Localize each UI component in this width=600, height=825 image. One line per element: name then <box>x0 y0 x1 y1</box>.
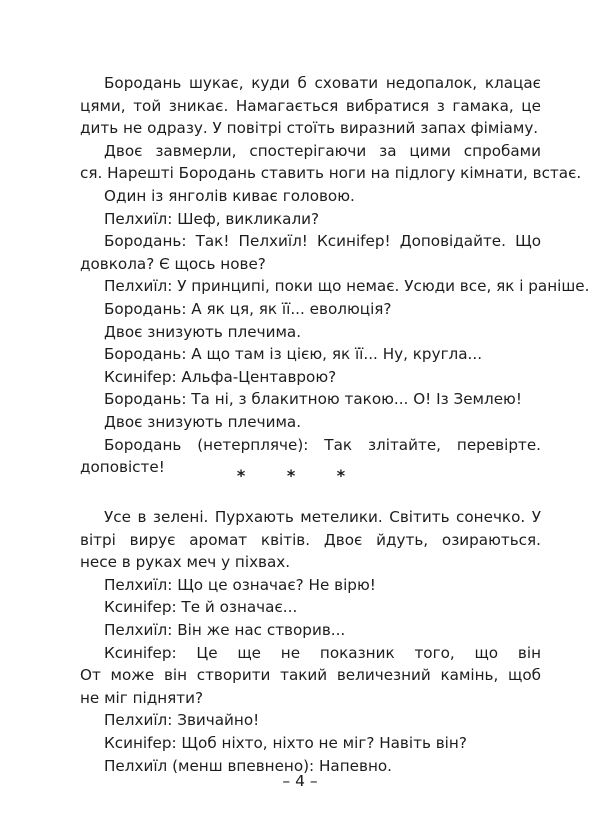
text-line: Один із янголів киває головою. <box>104 186 355 205</box>
text-line: Ксинifер: Те й означає... <box>104 598 298 617</box>
text-line: Ксинifер: Це ще не показник того, що він <box>104 643 541 662</box>
text-line: Пелхиїл: Він же нас створив... <box>104 620 346 639</box>
text-line: цями, той зникає. Намагається вибратися з гамака, це <box>80 96 541 115</box>
text-line: От може він створити такий величезний камінь, щоб <box>80 666 541 685</box>
text-line: Двоє знизують плечима. <box>104 412 302 431</box>
text-line: Пелхиїл: Звичайно! <box>104 711 260 730</box>
text-line: довкола? Є щось нове? <box>80 254 266 273</box>
text-line: Пелхиїл: Що це означає? Не вірю! <box>104 575 376 594</box>
text-line: Пелхиїл (менш впевнено): Напевно. <box>104 756 393 775</box>
text-line: Бородань шукає, куди б сховати недопалок, клацає <box>104 74 541 92</box>
text-line: Двоє завмерли, спостерігаючи за цими спробами <box>104 141 541 160</box>
scene-one-text <box>80 72 590 479</box>
text-line: Бородань: Та ні, з блакитною такою... О! Із Землею! <box>104 390 522 409</box>
text-line: Пелхиїл: Шеф, викликали? <box>104 209 320 228</box>
text-line: доповісте! <box>80 458 165 477</box>
text-line: дить не одразу. У повітрі стоїть виразний запах фіміаму. <box>80 119 539 138</box>
scene-two-text <box>80 506 541 777</box>
text-line: вітрі вирує аромат квітів. Двоє йдуть, озираються. <box>80 530 541 549</box>
text-line: Бородань: А як ця, як її... еволюція? <box>104 299 392 318</box>
section-separator: * * * <box>236 466 364 485</box>
text-line: Усе в зелені. Пурхають метелики. Світить сонечко. У <box>104 508 541 526</box>
text-line: Пелхиїл: У принципі, поки що немає. Усюди все, як і раніше. <box>104 277 590 296</box>
text-line: Бородань: А що там із цією, як її... Ну, кругла... <box>104 345 483 364</box>
text-line: Бородань: Так! Пелхиїл! Ксинifер! Доповідайте. Що <box>104 232 541 251</box>
text-line: несе в руках меч у піхвах. <box>80 553 291 572</box>
text-line: Двоє знизують плечима. <box>104 322 302 341</box>
text-line: не міг підняти? <box>80 688 204 707</box>
text-line: Бородань (нетерпляче): Так злітайте, перевірте. <box>104 435 541 454</box>
text-line: ся. Нарешті Бородань ставить ноги на підлогу кімнати, встає. <box>80 164 582 183</box>
text-line: Ксинifер: Щоб ніхто, ніхто не міг? Навіть він? <box>104 733 467 752</box>
page-number: – 4 – <box>282 772 318 790</box>
text-line: Ксинifер: Альфа-Центаврою? <box>104 367 337 386</box>
